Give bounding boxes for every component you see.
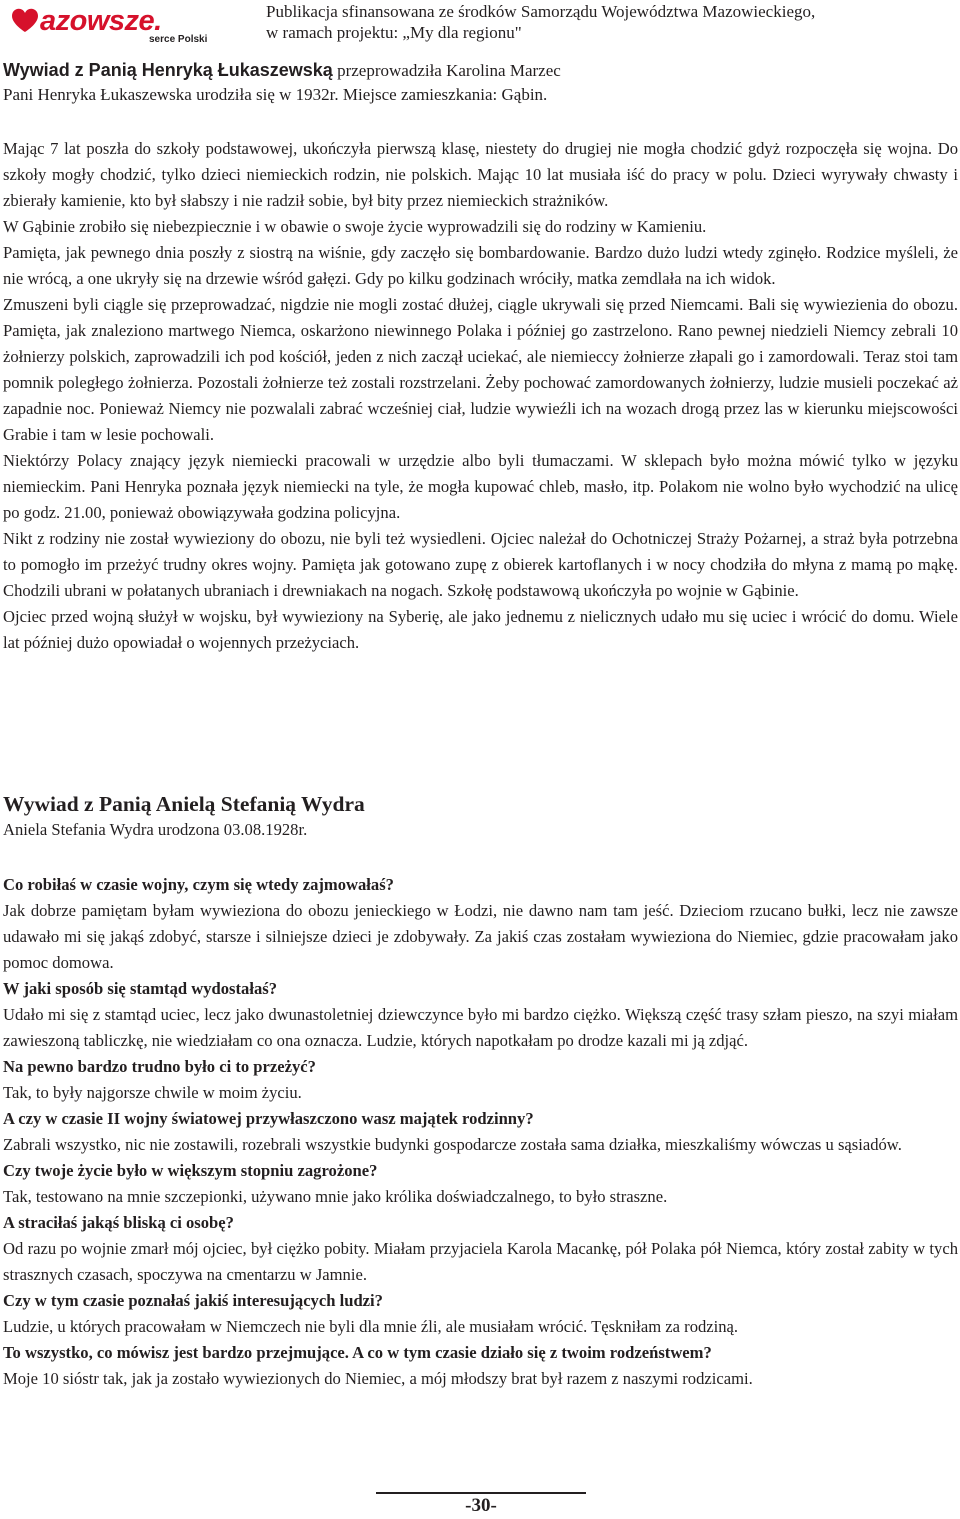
question: Czy w tym czasie poznałaś jakiś interesujących ludzi?: [3, 1291, 383, 1310]
interview-1-title-bold: Wywiad z Panią Henryką Łukaszewską: [3, 60, 333, 80]
story-paragraph: Ojciec przed wojną służył w wojsku, był wywieziony na Syberię, ale jako jednemu z nielicznych udało mu się uciec i wrócić do domu. Wiele lat później dużo opowiadał o wojennych przeżyciach.: [3, 607, 958, 652]
answer: Udało mi się z stamtąd uciec, lecz jako dwunastoletniej dziewczynce było mi bardzo ciężko. Większą część trasy szłam pieszo, na szyi miałam zawieszoną tabliczkę, nie wiedziałam co ona oznacza. Ludzie, których napotkałam po drodze kazali mi ją zdjąć.: [3, 1005, 958, 1050]
page-number: -30-: [465, 1495, 497, 1516]
story-paragraph: Nikt z rodziny nie został wywieziony do obozu, nie byli też wysiedleni. Ojciec należał do Ochotniczej Straży Pożarnej, a straż była potrzebna to pomogło im przeżyć trudny okres wojny. Pamięta jak gotowano zupę z obierek kartoflanych i w nocy chodziła do młyna z mamą po mąkę. Chodzili ubrani w połatanych ubraniach i drewniakach na nogach. Szkołę podstawową ukończyła po wojnie w Gąbinie.: [3, 529, 958, 600]
answer: Zabrali wszystko, nic nie zostawili, rozebrali wszystkie budynki gospodarcze została sama działka, mieszkaliśmy wówczas u sąsiadów.: [3, 1135, 902, 1154]
mazowsze-logo: [6, 2, 224, 44]
interview-1-title: [3, 58, 958, 83]
question: Co robiłaś w czasie wojny, czym się wtedy zajmowałaś?: [3, 875, 394, 894]
question: W jaki sposób się stamtąd wydostałaś?: [3, 979, 277, 998]
interview-2-title: Wywiad z Panią Anielą Stefanią Wydra: [3, 792, 365, 816]
interview-1-info: Pani Henryka Łukaszewska urodziła się w 1932r. Miejsce zamieszkania: Gąbin.: [3, 85, 548, 104]
heart-icon: [12, 9, 38, 32]
svg-text:azowsze.: azowsze.: [40, 5, 162, 37]
answer: Moje 10 sióstr tak, jak ja zostało wywiezionych do Niemiec, a mój młodszy brat był razem z naszymi rodzicami.: [3, 1369, 753, 1388]
answer: Tak, testowano na mnie szczepionki, używano mnie jako królika doświadczalnego, to było straszne.: [3, 1187, 668, 1206]
question: Czy twoje życie było w większym stopniu zagrożone?: [3, 1161, 378, 1180]
answer: Tak, to były najgorsze chwile w moim życiu.: [3, 1083, 302, 1102]
answer: Jak dobrze pamiętam byłam wywieziona do obozu jenieckiego w Łodzi, nie dawno nam tam jeść. Dzieciom rzucano bułki, lecz nie zawsze udawało mi się jakąś zdobyć, starsze i silniejsze dzieci je zdobywały. Za jakiś czas zostałam wywieziona do Niemiec, gdzie pracowałam jako pomoc domowa.: [3, 901, 958, 972]
interview-2-header: [3, 790, 958, 842]
page-number-rule: [376, 1492, 586, 1494]
story-paragraph: Pamięta, jak pewnego dnia poszły z siostrą na wiśnie, gdy zaczęło się bombardowanie. Bardzo dużo ludzi wtedy zginęło. Rodzice myśleli, że nie wrócą, a one ukryły się na drzewie wśród gałęzi. Gdy po kilku godzinach wróciły, matka zemdlała na ich widok.: [3, 243, 958, 288]
interview-1-story: [3, 136, 958, 656]
answer: Od razu po wojnie zmarł mój ojciec, był ciężko pobity. Miałam przyjaciela Karola Macankę, pół Polaka pół Niemca, który został zabity w tych strasznych czasach, spoczywa na cmentarzu w Jamnie.: [3, 1239, 958, 1284]
svg-text:serce Polski: serce Polski: [149, 34, 208, 44]
interview-2-info: Aniela Stefania Wydra urodzona 03.08.1928r.: [3, 820, 308, 839]
page-header: [0, 0, 960, 56]
funding-line-2: w ramach projektu: „My dla regionu": [266, 23, 522, 42]
interview-2-qa: [3, 872, 958, 1392]
funding-line-1: Publikacja sfinansowana ze środków Samorządu Województwa Mazowieckiego,: [266, 2, 816, 21]
story-paragraph: Zmuszeni byli ciągle się przeprowadzać, nigdzie nie mogli zostać dłużej, ciągle ukrywali się przed Niemcami. Bali się wywiezienia do obozu. Pamięta, jak znaleziono martwego Niemca, oskarżono niewinnego Polaka i później go zastrzelono. Rano pewnej niedzieli Niemcy zebrali 10 żołnierzy polskich, zaprowadzili ich pod kościół, jeden z nich zaczął uciekać, ale niemieccy żołnierze złapali go i zamordowali. Teraz stoi tam pomnik poległego żołnierza. Pozostali żołnierze też zostali rozstrzelani. Żeby pochować zamordowanych żołnierzy, ludzie musieli poczekać aż zapadnie noc. Ponieważ Niemcy nie pozwalali zabrać wcześniej ciał, ludzie wywieźli ich na wozach drogą przez las w kierunku miejscowości Grabie i tam w lesie pochowali.: [3, 295, 958, 444]
question: Na pewno bardzo trudno było ci to przeżyć?: [3, 1057, 316, 1076]
story-paragraph: Niektórzy Polacy znający język niemiecki pracowali w urzędzie albo byli tłumaczami. W sklepach było można mówić tylko w języku niemieckim. Pani Henryka poznała język niemiecki na tyle, że mogła kupować chleb, masło, itp. Polakom nie wolno było wychodzić na ulicę po godz. 21.00, ponieważ obowiązywała godzina policyjna.: [3, 451, 958, 522]
story-paragraph: Mając 7 lat poszła do szkoły podstawowej, ukończyła pierwszą klasę, niestety do drugiej nie mogła chodzić gdyż rozpoczęła się wojna. Do szkoły mogły chodzić, tylko dzieci niemieckich rodzin, nie polskich. Mając 10 lat musiała iść do pracy w polu. Dzieci wyrywały chwasty i zbierały kamienie, kto był słabszy i nie radził sobie, był bity przez niemieckich strażników.: [3, 139, 958, 210]
interview-1-title-rest: przeprowadziła Karolina Marzec: [332, 61, 561, 80]
question: To wszystko, co mówisz jest bardzo przejmujące. A co w tym czasie działo się z twoim rodzeństwem?: [3, 1343, 712, 1362]
answer: Ludzie, u których pracowałam w Niemczech nie byli dla mnie źli, ale musiałam wrócić. Tęskniłam za rodziną.: [3, 1317, 739, 1336]
story-paragraph: W Gąbinie zrobiło się niebezpiecznie i w obawie o swoje życie wyprowadzili się do rodziny w Kamieniu.: [3, 217, 707, 236]
mazowsze-logo-graphic: [6, 2, 224, 44]
question: A czy w czasie II wojny światowej przywłaszczono wasz majątek rodzinny?: [3, 1109, 534, 1128]
interview-1-intro: [3, 58, 958, 107]
question: A straciłaś jakąś bliską ci osobę?: [3, 1213, 234, 1232]
funding-note: [266, 1, 815, 43]
